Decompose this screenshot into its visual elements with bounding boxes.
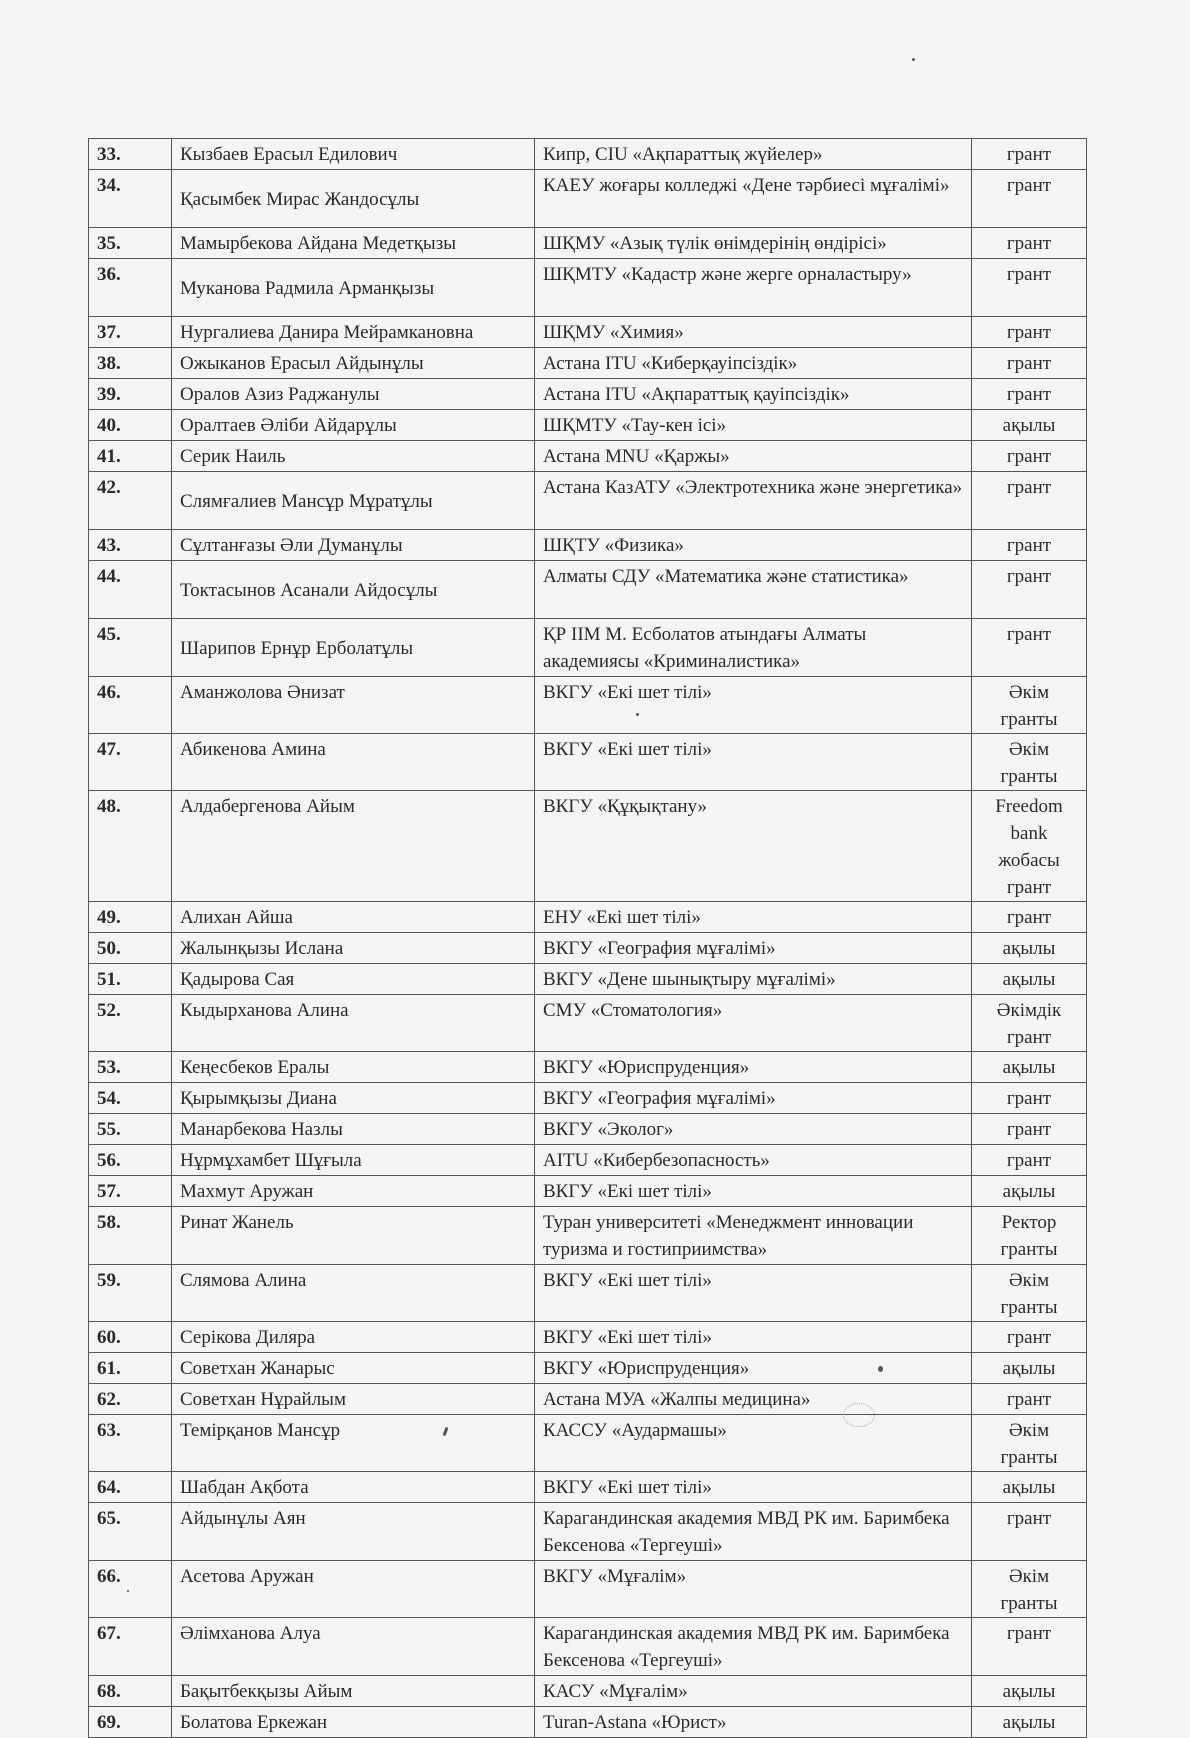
student-name: Муканова Радмила Арманқызы	[172, 259, 535, 317]
university-program: Алматы СДУ «Математика және статистика»	[535, 561, 972, 619]
funding-type: грант	[972, 1083, 1087, 1114]
student-name: Мамырбекова Айдана Медетқызы	[172, 228, 535, 259]
student-name: Нургалиева Данира Мейрамкановна	[172, 317, 535, 348]
student-name: Алдабергенова Айым	[172, 791, 535, 902]
student-name: Кызбаев Ерасыл Едилович	[172, 139, 535, 170]
university-program: ВКГУ «Эколог»	[535, 1114, 972, 1145]
student-name: Махмут Аружан	[172, 1176, 535, 1207]
funding-type: ақылы	[972, 410, 1087, 441]
funding-type: грант	[972, 619, 1087, 677]
row-number: 49.	[89, 902, 172, 933]
university-program: СМУ «Стоматология»	[535, 995, 972, 1052]
row-number: 52.	[89, 995, 172, 1052]
university-program: ВКГУ «Юриспруденция»	[535, 1353, 972, 1384]
student-name: Оралтаев Әліби Айдарұлы	[172, 410, 535, 441]
student-name: Ринат Жанель	[172, 1207, 535, 1265]
university-program: КАСУ «Мұғалім»	[535, 1676, 972, 1707]
table-row	[89, 1676, 1087, 1707]
funding-type: Әкім гранты	[972, 1265, 1087, 1322]
funding-type: Ректор гранты	[972, 1207, 1087, 1265]
funding-type: ақылы	[972, 933, 1087, 964]
student-name: Советхан Жанарыс	[172, 1353, 535, 1384]
table-row	[89, 379, 1087, 410]
table-row	[89, 677, 1087, 734]
student-name: Нұрмұхамбет Шұғыла	[172, 1145, 535, 1176]
table-row	[89, 1472, 1087, 1503]
table-row	[89, 410, 1087, 441]
university-program: Астана КазАТУ «Электротехника және энергетика»	[535, 472, 972, 530]
row-number: 66.	[89, 1561, 172, 1618]
funding-type: грант	[972, 170, 1087, 228]
funding-type: грант	[972, 379, 1087, 410]
row-number: 34.	[89, 170, 172, 228]
row-number: 50.	[89, 933, 172, 964]
row-number: 67.	[89, 1618, 172, 1676]
funding-type: ақылы	[972, 1707, 1087, 1738]
table-row	[89, 1561, 1087, 1618]
funding-type: грант	[972, 139, 1087, 170]
student-name: Әлімханова Алуа	[172, 1618, 535, 1676]
scan-speck	[127, 1590, 129, 1592]
row-number: 37.	[89, 317, 172, 348]
university-program: Turan-Astana «Юрист»	[535, 1707, 972, 1738]
table-row	[89, 348, 1087, 379]
table-row	[89, 139, 1087, 170]
table-row	[89, 561, 1087, 619]
student-name: Жалынқызы Ислана	[172, 933, 535, 964]
scan-speck	[636, 713, 639, 716]
student-name: Алихан Айша	[172, 902, 535, 933]
funding-type: грант	[972, 317, 1087, 348]
table-row	[89, 734, 1087, 791]
funding-type: ақылы	[972, 1353, 1087, 1384]
student-name: Қасымбек Мирас Жандосұлы	[172, 170, 535, 228]
row-number: 54.	[89, 1083, 172, 1114]
table-row	[89, 1145, 1087, 1176]
row-number: 59.	[89, 1265, 172, 1322]
university-program: ВКГУ «Екі шет тілі»	[535, 1176, 972, 1207]
row-number: 39.	[89, 379, 172, 410]
university-program: ВКГУ «Екі шет тілі»	[535, 734, 972, 791]
student-name: Оралов Азиз Раджанулы	[172, 379, 535, 410]
student-name: Кыдырханова Алина	[172, 995, 535, 1052]
funding-type: грант	[972, 1503, 1087, 1561]
university-program: Астана ITU «Ақпараттық қауіпсіздік»	[535, 379, 972, 410]
row-number: 51.	[89, 964, 172, 995]
student-name: Айдынұлы Аян	[172, 1503, 535, 1561]
university-program: ВКГУ «Дене шынықтыру мұғалімі»	[535, 964, 972, 995]
row-number: 35.	[89, 228, 172, 259]
university-program: Карагандинская академия МВД РК им. Баримбека Бексенова «Тергеуші»	[535, 1618, 972, 1676]
funding-type: Әкім гранты	[972, 1415, 1087, 1472]
table-row	[89, 1114, 1087, 1145]
funding-type: Әкім гранты	[972, 677, 1087, 734]
university-program: ВКГУ «Мұғалім»	[535, 1561, 972, 1618]
student-name: Серик Наиль	[172, 441, 535, 472]
student-name: Слямова Алина	[172, 1265, 535, 1322]
table-row	[89, 1207, 1087, 1265]
table-row	[89, 1384, 1087, 1415]
row-number: 44.	[89, 561, 172, 619]
funding-type: ақылы	[972, 1176, 1087, 1207]
table-row	[89, 441, 1087, 472]
funding-type: грант	[972, 348, 1087, 379]
student-name: Асетова Аружан	[172, 1561, 535, 1618]
scan-speck	[843, 1403, 875, 1427]
table-row	[89, 1618, 1087, 1676]
row-number: 43.	[89, 530, 172, 561]
university-program: Карагандинская академия МВД РК им. Баримбека Бексенова «Тергеуші»	[535, 1503, 972, 1561]
table-row	[89, 1052, 1087, 1083]
university-program: AITU «Кибербезопасность»	[535, 1145, 972, 1176]
student-name: Серікова Диляра	[172, 1322, 535, 1353]
table-row	[89, 1707, 1087, 1738]
row-number: 65.	[89, 1503, 172, 1561]
table-row	[89, 1503, 1087, 1561]
table-row	[89, 964, 1087, 995]
row-number: 53.	[89, 1052, 172, 1083]
row-number: 61.	[89, 1353, 172, 1384]
student-name: Манарбекова Назлы	[172, 1114, 535, 1145]
funding-type: ақылы	[972, 1052, 1087, 1083]
table-row	[89, 228, 1087, 259]
funding-type: грант	[972, 530, 1087, 561]
table-row	[89, 902, 1087, 933]
funding-type: грант	[972, 1618, 1087, 1676]
university-program: Туран университеті «Менеджмент инновации туризма и гостиприимства»	[535, 1207, 972, 1265]
student-name: Бақытбекқызы Айым	[172, 1676, 535, 1707]
funding-type: Әкім гранты	[972, 1561, 1087, 1618]
row-number: 55.	[89, 1114, 172, 1145]
row-number: 33.	[89, 139, 172, 170]
row-number: 46.	[89, 677, 172, 734]
student-name: Слямғалиев Мансұр Мұратұлы	[172, 472, 535, 530]
row-number: 40.	[89, 410, 172, 441]
table-row	[89, 619, 1087, 677]
funding-type: Freedom bank жобасы грант	[972, 791, 1087, 902]
table-row	[89, 1176, 1087, 1207]
university-program: Астана MNU «Қаржы»	[535, 441, 972, 472]
funding-type: грант	[972, 1114, 1087, 1145]
row-number: 41.	[89, 441, 172, 472]
university-program: ВКГУ «Екі шет тілі»	[535, 1322, 972, 1353]
student-name: Шарипов Ернұр Ерболатұлы	[172, 619, 535, 677]
row-number: 57.	[89, 1176, 172, 1207]
student-name: Кеңесбеков Ералы	[172, 1052, 535, 1083]
table-row	[89, 1353, 1087, 1384]
table-row	[89, 995, 1087, 1052]
funding-type: Әкімдік грант	[972, 995, 1087, 1052]
funding-type: грант	[972, 472, 1087, 530]
university-program: ШҚМТУ «Тау-кен ісі»	[535, 410, 972, 441]
university-program: Астана ITU «Киберқауіпсіздік»	[535, 348, 972, 379]
row-number: 56.	[89, 1145, 172, 1176]
university-program: ВКГУ «География мұғалімі»	[535, 933, 972, 964]
scan-speck	[912, 58, 915, 61]
university-program: ВКГУ «Екі шет тілі»	[535, 677, 972, 734]
table-row	[89, 1322, 1087, 1353]
row-number: 38.	[89, 348, 172, 379]
row-number: 45.	[89, 619, 172, 677]
funding-type: Әкім гранты	[972, 734, 1087, 791]
student-name: Темірқанов Мансұр	[172, 1415, 535, 1472]
funding-type: ақылы	[972, 1472, 1087, 1503]
funding-type: грант	[972, 902, 1087, 933]
row-number: 58.	[89, 1207, 172, 1265]
university-program: Астана МУА «Жалпы медицина»	[535, 1384, 972, 1415]
funding-type: ақылы	[972, 1676, 1087, 1707]
student-name: Болатова Еркежан	[172, 1707, 535, 1738]
university-program: ВКГУ «Юриспруденция»	[535, 1052, 972, 1083]
funding-type: ақылы	[972, 964, 1087, 995]
scan-speck	[878, 1366, 883, 1372]
university-program: ВКГУ «Құқықтану»	[535, 791, 972, 902]
table-row	[89, 170, 1087, 228]
row-number: 63.	[89, 1415, 172, 1472]
table-row	[89, 1415, 1087, 1472]
funding-type: грант	[972, 561, 1087, 619]
university-program: ШҚМТУ «Кадастр және жерге орналастыру»	[535, 259, 972, 317]
university-program: КАССУ «Аудармашы»	[535, 1415, 972, 1472]
funding-type: грант	[972, 441, 1087, 472]
row-number: 47.	[89, 734, 172, 791]
university-program: КАЕУ жоғары колледжі «Дене тәрбиесі мұғалімі»	[535, 170, 972, 228]
student-name: Шабдан Ақбота	[172, 1472, 535, 1503]
row-number: 64.	[89, 1472, 172, 1503]
student-name: Қырымқызы Диана	[172, 1083, 535, 1114]
table-row	[89, 791, 1087, 902]
table-row	[89, 933, 1087, 964]
student-name: Қадырова Сая	[172, 964, 535, 995]
table-row	[89, 317, 1087, 348]
student-name: Сұлтанғазы Әли Думанұлы	[172, 530, 535, 561]
table-row	[89, 530, 1087, 561]
row-number: 60.	[89, 1322, 172, 1353]
row-number: 69.	[89, 1707, 172, 1738]
funding-type: грант	[972, 228, 1087, 259]
university-program: ВКГУ «География мұғалімі»	[535, 1083, 972, 1114]
students-table-body	[89, 139, 1087, 1738]
row-number: 36.	[89, 259, 172, 317]
table-row	[89, 1265, 1087, 1322]
funding-type: грант	[972, 1145, 1087, 1176]
student-name: Ожыканов Ерасыл Айдынұлы	[172, 348, 535, 379]
student-name: Советхан Нұрайлым	[172, 1384, 535, 1415]
student-name: Токтасынов Асанали Айдосұлы	[172, 561, 535, 619]
university-program: ВКГУ «Екі шет тілі»	[535, 1265, 972, 1322]
university-program: ШҚМУ «Азық түлік өнімдерінің өндірісі»	[535, 228, 972, 259]
university-program: ШҚТУ «Физика»	[535, 530, 972, 561]
university-program: ШҚМУ «Химия»	[535, 317, 972, 348]
students-table	[88, 138, 1087, 1738]
table-row	[89, 1083, 1087, 1114]
funding-type: грант	[972, 1384, 1087, 1415]
university-program: ҚР ІІМ М. Есболатов атындағы Алматы академиясы «Криминалистика»	[535, 619, 972, 677]
funding-type: грант	[972, 1322, 1087, 1353]
university-program: ВКГУ «Екі шет тілі»	[535, 1472, 972, 1503]
table-row	[89, 472, 1087, 530]
university-program: ЕНУ «Екі шет тілі»	[535, 902, 972, 933]
university-program: Кипр, CIU «Ақпараттық жүйелер»	[535, 139, 972, 170]
funding-type: грант	[972, 259, 1087, 317]
table-row	[89, 259, 1087, 317]
student-name: Абикенова Амина	[172, 734, 535, 791]
row-number: 68.	[89, 1676, 172, 1707]
row-number: 42.	[89, 472, 172, 530]
row-number: 62.	[89, 1384, 172, 1415]
row-number: 48.	[89, 791, 172, 902]
student-name: Аманжолова Әнизат	[172, 677, 535, 734]
